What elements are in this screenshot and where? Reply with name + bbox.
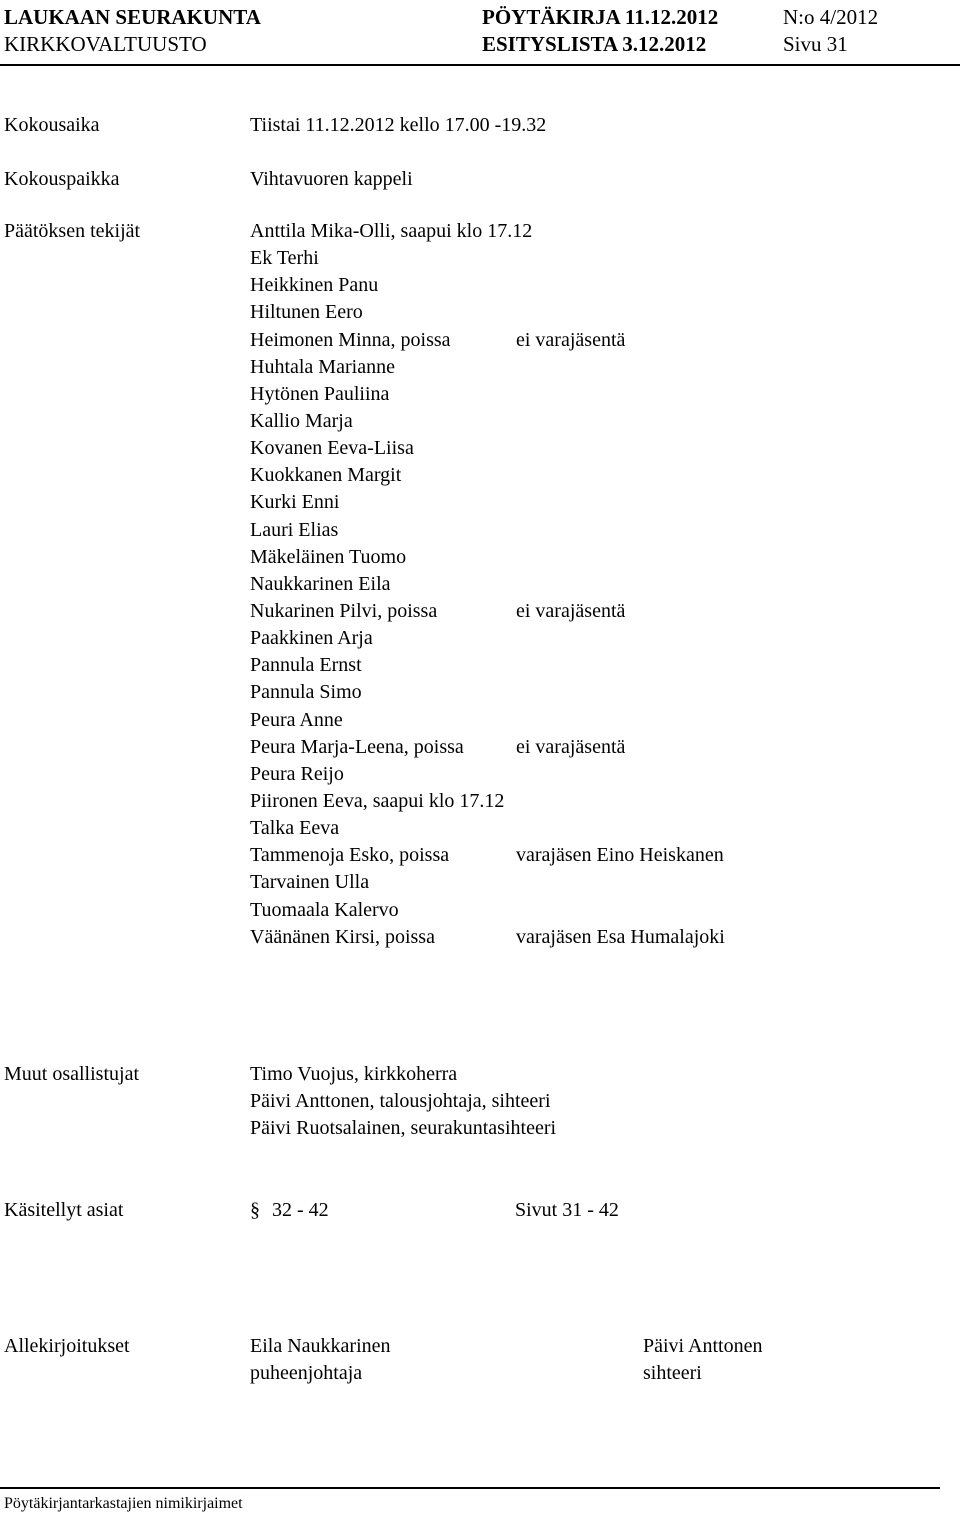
member-name: Peura Marja-Leena, poissa xyxy=(250,735,464,758)
meeting-time-label: Kokousaika xyxy=(4,114,100,136)
member-row xyxy=(250,327,626,354)
member-row xyxy=(250,517,532,544)
other-participant: Päivi Ruotsalainen, seurakuntasihteeri xyxy=(250,1117,557,1139)
signer1-name: Eila Naukkarinen xyxy=(250,1335,391,1357)
member-row xyxy=(250,815,532,842)
member-row xyxy=(250,544,532,571)
member-name: Kallio Marja xyxy=(250,409,353,432)
member-name: Heimonen Minna, poissa xyxy=(250,328,451,351)
member-name: Anttila Mika-Olli, saapui klo 17.12 xyxy=(250,220,533,242)
header-divider xyxy=(0,64,960,66)
member-row xyxy=(250,788,532,815)
member-note: varajäsen Eino Heiskanen xyxy=(516,844,724,867)
member-name: Peura Reijo xyxy=(250,762,344,785)
member-row xyxy=(250,707,532,734)
page-number: Sivu 31 xyxy=(783,32,848,56)
member-name: Tuomaala Kalervo xyxy=(250,898,399,921)
member-name: Huhtala Marianne xyxy=(250,355,395,378)
member-name: Mäkeläinen Tuomo xyxy=(250,545,407,568)
member-row xyxy=(250,842,724,869)
member-row xyxy=(250,924,725,951)
member-row xyxy=(250,435,532,462)
member-name: Ek Terhi xyxy=(250,247,319,270)
protocol-number: N:o 4/2012 xyxy=(783,5,879,29)
signer2-name: Päivi Anttonen xyxy=(643,1335,763,1357)
footer-text: Pöytäkirjantarkastajien nimikirjaimet xyxy=(4,1495,243,1512)
member-row xyxy=(250,734,626,761)
member-row xyxy=(250,897,532,924)
member-row xyxy=(250,571,532,598)
member-name: Tammenoja Esko, poissa xyxy=(250,844,450,867)
handled-pages: Sivut 31 - 42 xyxy=(515,1199,619,1221)
deciders-label: Päätöksen tekijät xyxy=(4,220,141,242)
member-row xyxy=(250,381,532,408)
member-note: ei varajäsentä xyxy=(516,599,626,622)
section-sign: § xyxy=(250,1199,260,1221)
member-row xyxy=(250,245,532,272)
agenda-title: ESITYSLISTA 3.12.2012 xyxy=(482,32,707,56)
member-name: Pannula Simo xyxy=(250,681,362,704)
member-name: Piironen Eeva, saapui klo 17.12 xyxy=(250,789,505,812)
member-name: Heikkinen Panu xyxy=(250,274,379,297)
member-name: Hiltunen Eero xyxy=(250,301,363,324)
protocol-title: PÖYTÄKIRJA 11.12.2012 xyxy=(482,5,719,29)
member-name: Kuokkanen Margit xyxy=(250,464,402,487)
signer1-role: puheenjohtaja xyxy=(250,1362,363,1384)
member-row xyxy=(250,218,532,245)
org-name: LAUKAAN SEURAKUNTA xyxy=(4,5,261,29)
member-note: ei varajäsentä xyxy=(516,328,626,351)
member-list xyxy=(250,218,725,951)
member-row xyxy=(250,652,532,679)
member-name: Tarvainen Ulla xyxy=(250,871,370,894)
signatures-label: Allekirjoitukset xyxy=(4,1335,130,1357)
meeting-place-label: Kokouspaikka xyxy=(4,168,120,190)
member-name: Talka Eeva xyxy=(250,817,340,840)
member-name: Hytönen Pauliina xyxy=(250,382,390,405)
member-note: varajäsen Esa Humalajoki xyxy=(516,925,725,948)
member-row xyxy=(250,462,532,489)
meeting-time-value: Tiistai 11.12.2012 kello 17.00 -19.32 xyxy=(250,114,547,136)
meeting-place-value: Vihtavuoren kappeli xyxy=(250,168,413,190)
member-row xyxy=(250,869,532,896)
member-name: Nukarinen Pilvi, poissa xyxy=(250,599,438,622)
other-participant: Päivi Anttonen, talousjohtaja, sihteeri xyxy=(250,1090,551,1112)
member-name: Kovanen Eeva-Liisa xyxy=(250,437,414,460)
member-name: Peura Anne xyxy=(250,708,343,731)
member-name: Lauri Elias xyxy=(250,518,339,541)
body-name: KIRKKOVALTUUSTO xyxy=(4,32,207,56)
handled-label: Käsitellyt asiat xyxy=(4,1199,124,1221)
member-row xyxy=(250,272,532,299)
member-row xyxy=(250,761,532,788)
member-row xyxy=(250,625,532,652)
member-row xyxy=(250,679,532,706)
member-note: ei varajäsentä xyxy=(516,735,626,758)
member-row xyxy=(250,299,532,326)
member-row xyxy=(250,598,626,625)
signer2-role: sihteeri xyxy=(643,1362,702,1384)
footer-divider xyxy=(0,1487,940,1489)
member-name: Pannula Ernst xyxy=(250,654,362,677)
member-row xyxy=(250,408,532,435)
handled-range: 32 - 42 xyxy=(272,1199,329,1221)
member-name: Kurki Enni xyxy=(250,491,340,514)
member-name: Naukkarinen Eila xyxy=(250,572,391,595)
member-name: Paakkinen Arja xyxy=(250,627,373,650)
others-label: Muut osallistujat xyxy=(4,1063,139,1085)
member-row xyxy=(250,354,532,381)
member-name: Väänänen Kirsi, poissa xyxy=(250,925,435,948)
other-participant: Timo Vuojus, kirkkoherra xyxy=(250,1063,458,1085)
member-row xyxy=(250,489,532,516)
